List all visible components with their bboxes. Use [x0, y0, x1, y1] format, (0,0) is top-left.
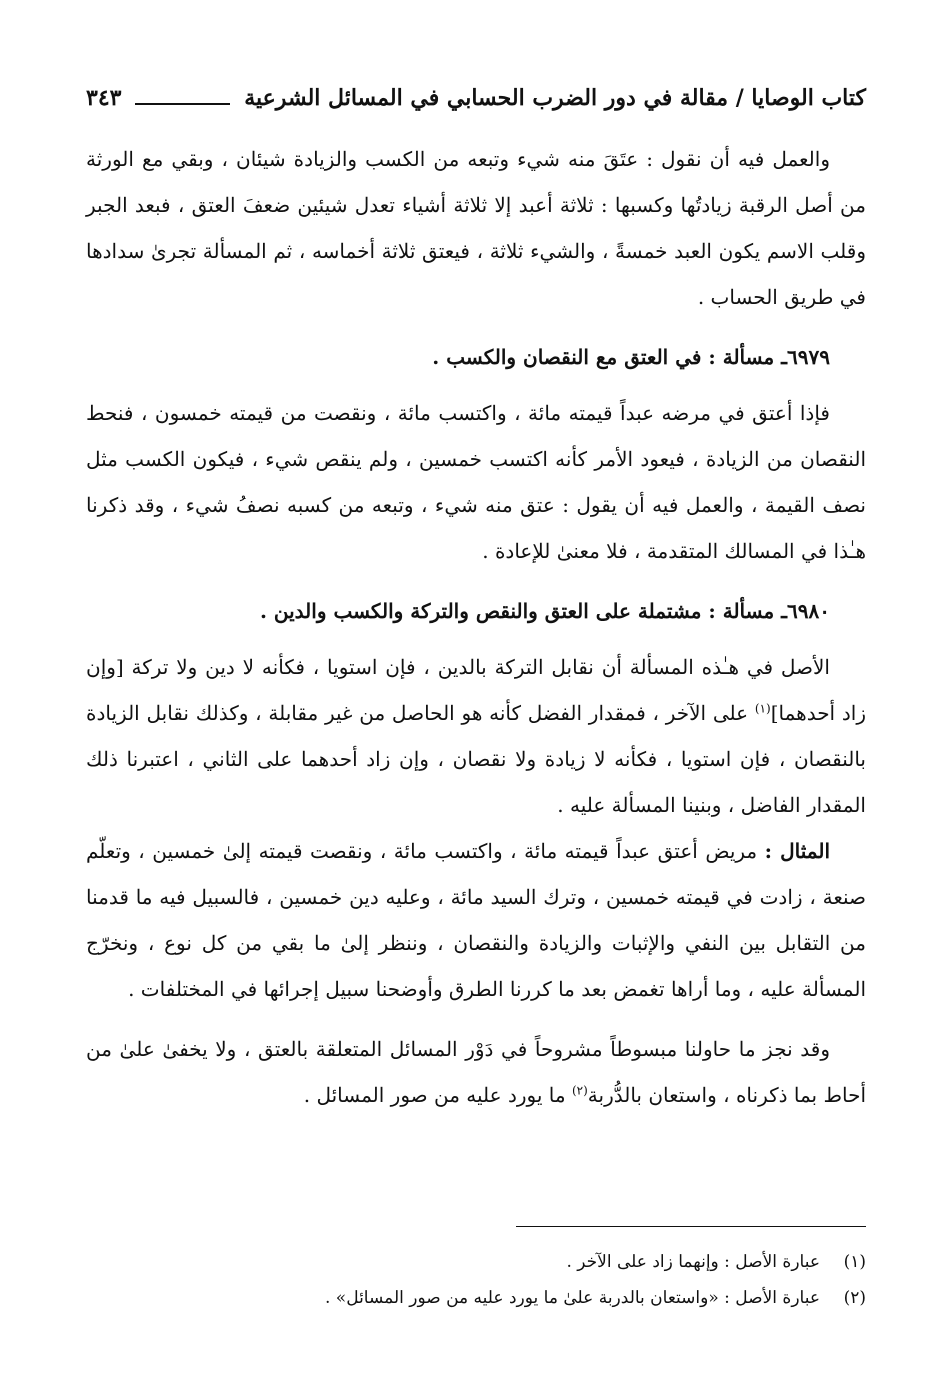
footnote-separator: [516, 1226, 866, 1227]
example-label: المثال :: [764, 839, 830, 863]
example-paragraph: [86, 828, 866, 1012]
footnote-number: (٢): [843, 1288, 866, 1308]
footnote-ref-2: (٢): [571, 1083, 588, 1098]
footnote-number: (١): [843, 1252, 866, 1272]
section-title: مسألة : في العتق مع النقصان والكسب .: [432, 345, 775, 369]
header-rule: [135, 103, 230, 105]
text-part: وقد نجز ما حاولنا مبسوطاً مشروحاً في دَوْر المسائل المتعلقة بالعتق ، ولا يخفىٰ علىٰ من أحاط بما ذكرناه ، واستعان بالدُّربة: [86, 1037, 866, 1107]
header-title: كتاب الوصايا / مقالة في دور الضرب الحسابي في المسائل الشرعية: [244, 85, 866, 111]
section-6979-text: فإذا أعتق في مرضه عبداً قيمته مائة ، واكتسب مائة ، ونقصت من قيمته خمسون ، فنحط النقصان من الزيادة ، فيعود الأمر كأنه اكتسب خمسين ، ولم ينقص شيء ، فيكون الكسب مثل نصف القيمة ، والعمل فيه أن يقول : عتق منه شيء ، وتبعه من كسبه نصفُ شيء ، وقد ذكرنا هـٰذا في المسالك المتقدمة ، فلا معنىٰ للإعادة .: [86, 401, 866, 563]
page-number: ٣٤٣: [86, 85, 122, 111]
footnote: [86, 1280, 866, 1316]
footnote: [86, 1244, 866, 1280]
footnote-text: عبارة الأصل : وإنهما زاد على الآخر .: [566, 1252, 820, 1272]
text-part: على الآخر ، فمقدار الفضل كأنه هو الحاصل من غير مقابلة ، وكذلك نقابل الزيادة بالنقصان ، فإن استويا ، فكأنه لا زيادة ولا نقصان ، وإن زاد أحدهما على الثاني ، اعتبرنا ذلك المقدار الفاضل ، وبنينا المسألة عليه .: [86, 701, 866, 817]
section-heading-6980: [86, 588, 866, 634]
running-header: [86, 78, 866, 118]
text-part: ما يورد عليه من صور المسائل .: [303, 1083, 572, 1107]
section-number: ٦٩٧٩ـ: [781, 345, 830, 369]
text-part: الأصل في هـٰذه المسألة أن نقابل التركة بالدين ، فإن استويا ، فكأنه لا دين ولا تركة [وإن زاد أحدهما]: [86, 655, 866, 725]
section-heading-6979: [86, 334, 866, 380]
section-title: مسألة : مشتملة على العتق والنقص والتركة والكسب والدين .: [259, 599, 775, 623]
closing-paragraph: [86, 1026, 866, 1118]
paragraph-1: والعمل فيه أن نقول : عتَقَ منه شيء وتبعه من الكسب والزيادة شيئان ، وبقي مع الورثة من أصل الرقبة زيادتُها وكسبها : ثلاثة أعبد إلا ثلاثة أشياء تعدل شيئين ضعفَ العتق ، فبعد الجبر وقلب الاسم يكون العبد خمسةً ، والشيء ثلاثة ، فيعتق ثلاثة أخماسه ، ثم المسألة تجرىٰ سدادها في طريق الحساب .: [86, 147, 866, 309]
example-text: مريض أعتق عبداً قيمته مائة ، واكتسب مائة ، ونقصت قيمته إلىٰ خمسين ، وتعلّم صنعة ، زادت في قيمته خمسين ، وترك السيد مائة ، وعليه دين خمسين ، فالسبيل فيه ما قدمنا من التقابل بين النفي والإثبات والزيادة والنقصان ، وننظر إلىٰ ما بقي من كل نوع ، ونخرّج المسألة عليه ، وما أراها تغمض بعد ما كررنا الطرق وأوضحنا سبيل إجرائها في المختلفات .: [86, 839, 866, 1001]
main-text: [86, 136, 866, 1118]
section-number: ٦٩٨٠ـ: [781, 599, 830, 623]
footnotes: [86, 1244, 866, 1316]
footnote-ref-1: (١): [754, 701, 771, 716]
section-6980-text: [86, 644, 866, 828]
footnote-text: عبارة الأصل : «واستعان بالدربة علىٰ ما يورد عليه من صور المسائل» .: [324, 1288, 820, 1308]
